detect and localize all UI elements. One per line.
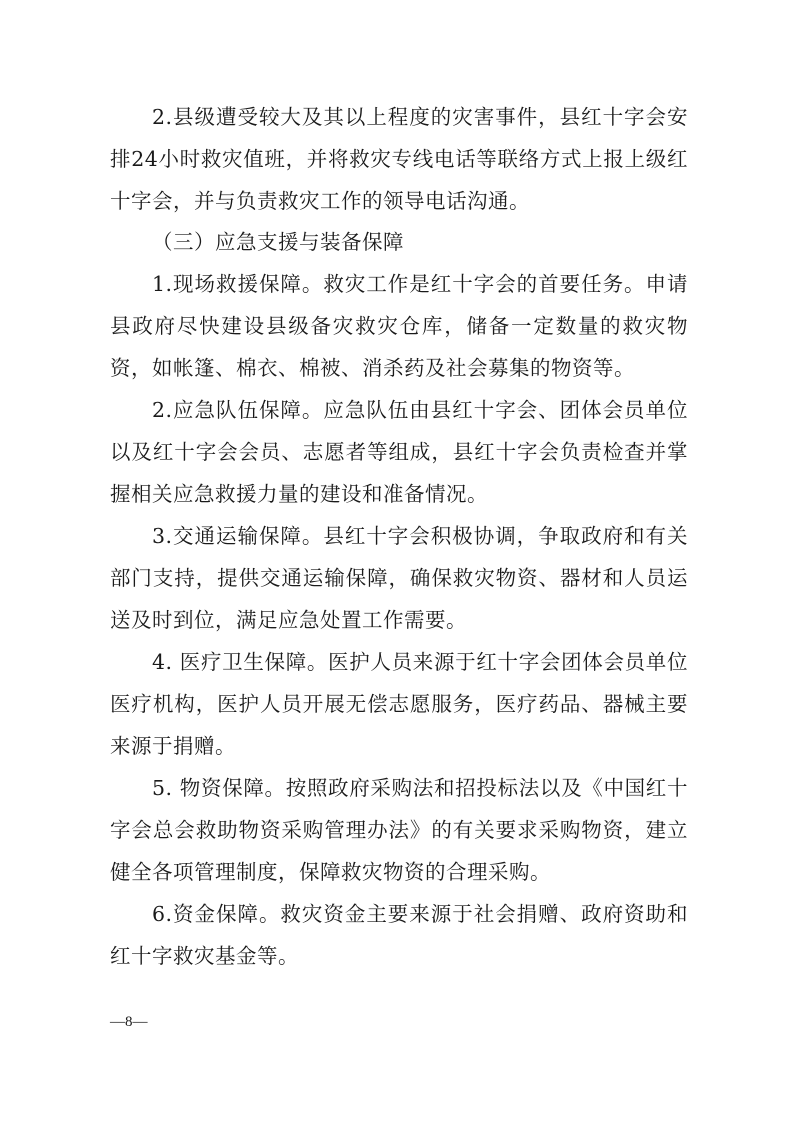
page-number: —8— bbox=[110, 1014, 148, 1030]
paragraph-county-disaster-duty: 2.县级遭受较大及其以上程度的灾害事件，县红十字会安排24小时救灾值班，并将救灾专线电话等联络方式上报上级红十字会，并与负责救灾工作的领导电话沟通。 bbox=[110, 105, 688, 213]
paragraph-transport: 3.交通运输保障。县红十字会积极协调，争取政府和有关部门支持，提供交通运输保障，确保救灾物资、器材和人员运送及时到位，满足应急处置工作需要。 bbox=[110, 524, 688, 632]
paragraph-funds: 6.资金保障。救灾资金主要来源于社会捐赠、政府资助和红十字救灾基金等。 bbox=[110, 902, 688, 968]
paragraph-medical: 4. 医疗卫生保障。医护人员来源于红十字会团体会员单位医疗机构，医护人员开展无偿志愿服务，医疗药品、器械主要来源于捐赠。 bbox=[110, 650, 688, 758]
section-heading-emergency-support: （三）应急支援与装备保障 bbox=[152, 230, 405, 254]
paragraph-onsite-rescue: 1.现场救援保障。救灾工作是红十字会的首要任务。申请县政府尽快建设县级备灾救灾仓库，储备一定数量的救灾物资，如帐篷、棉衣、棉被、消杀药及社会募集的物资等。 bbox=[110, 272, 688, 380]
paragraph-materials: 5. 物资保障。按照政府采购法和招投标法以及《中国红十字会总会救助物资采购管理办法》的有关要求采购物资，建立健全各项管理制度，保障救灾物资的合理采购。 bbox=[110, 776, 688, 884]
paragraph-emergency-team: 2.应急队伍保障。应急队伍由县红十字会、团体会员单位以及红十字会会员、志愿者等组成，县红十字会负责检查并掌握相关应急救援力量的建设和准备情况。 bbox=[110, 398, 688, 506]
